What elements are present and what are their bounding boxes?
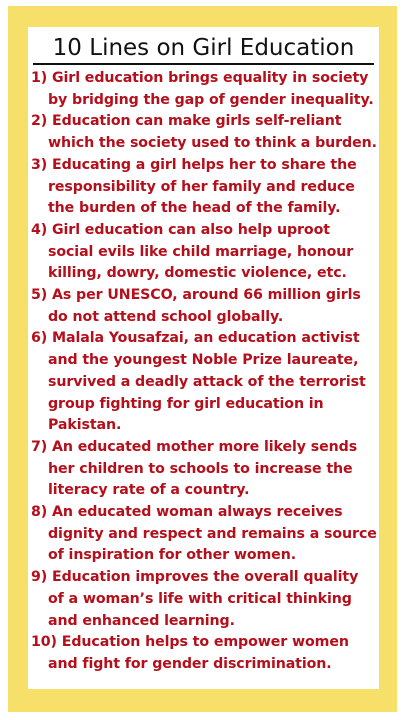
- item-line: 1) Girl education brings equality in society: [31, 70, 369, 86]
- points-list: [31, 68, 379, 676]
- list-item-5: [31, 285, 379, 328]
- item-line: responsibility of her family and reduce: [48, 178, 355, 195]
- list-item-10: [31, 632, 379, 675]
- item-line: the burden of the head of the family.: [48, 200, 341, 217]
- title-underline: [33, 63, 374, 65]
- content-panel: [27, 27, 380, 689]
- list-item-6: [31, 328, 379, 437]
- item-line: 9) Education improves the overall quality: [31, 569, 359, 586]
- list-item-3: [31, 155, 379, 220]
- list-item-9: [31, 567, 379, 632]
- list-item-4: [31, 220, 379, 285]
- item-line: survived a deadly attack of the terrorist: [48, 373, 366, 390]
- item-line: Pakistan.: [48, 417, 122, 434]
- item-line: and fight for gender discrimination.: [48, 655, 332, 672]
- item-line: killing, dowry, domestic violence, etc.: [48, 265, 347, 282]
- item-line: 3) Educating a girl helps her to share the: [31, 156, 357, 173]
- item-line: 5) As per UNESCO, around 66 million girls: [31, 287, 361, 304]
- item-line: and enhanced learning.: [48, 612, 235, 629]
- item-line: by bridging the gap of gender inequality.: [48, 91, 374, 108]
- item-line: 6) Malala Yousafzai, an education activist: [31, 330, 360, 347]
- item-line: social evils like child marriage, honour: [48, 243, 354, 260]
- list-item-8: [31, 502, 379, 567]
- item-line: 4) Girl education can also help uproot: [31, 221, 330, 238]
- item-line: group fighting for girl education in: [48, 395, 324, 412]
- item-line: of inspiration for other women.: [48, 547, 296, 564]
- item-line: dignity and respect and remains a source: [48, 525, 377, 542]
- item-line: 2) Education can make girls self-reliant: [31, 113, 342, 130]
- item-line: do not attend school globally.: [48, 308, 284, 325]
- list-item-7: [31, 437, 379, 502]
- page-title: 10 Lines on Girl Education: [52, 35, 355, 61]
- item-line: 10) Education helps to empower women: [31, 634, 349, 651]
- item-line: 8) An educated woman always receives: [31, 504, 343, 521]
- list-item-1: [31, 68, 379, 111]
- item-line: of a woman’s life with critical thinking: [48, 590, 352, 607]
- item-line: her children to schools to increase the: [48, 460, 353, 477]
- item-line: literacy rate of a country.: [48, 482, 250, 499]
- item-line: 7) An educated mother more likely sends: [31, 438, 358, 455]
- item-line: which the society used to think a burden.: [48, 135, 377, 152]
- list-item-2: [31, 111, 379, 154]
- item-line: and the youngest Noble Prize laureate,: [48, 352, 359, 369]
